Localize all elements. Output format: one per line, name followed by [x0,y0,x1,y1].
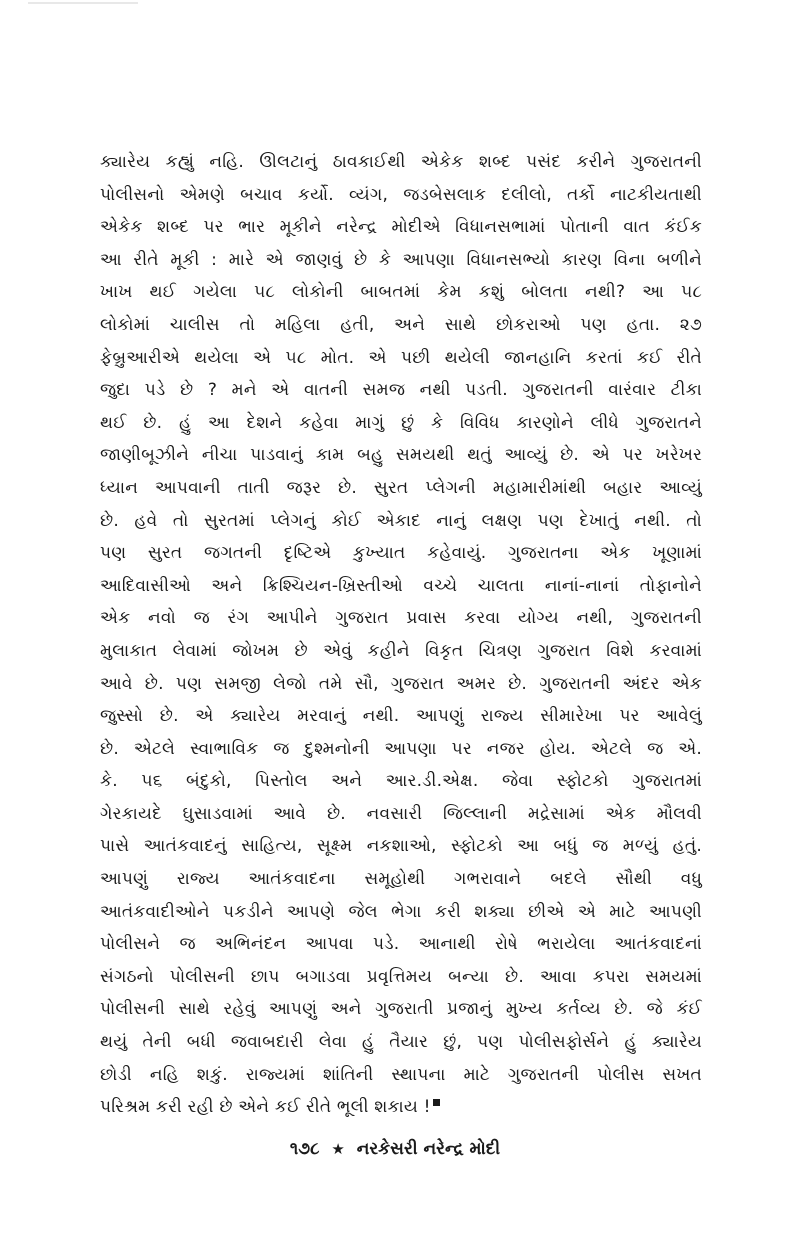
text-line: આ રીતે મૂકી : મારે એ જાણવું છે કે આપણા વિધાનસભ્યો કારણ વિના બળીને [100,249,702,270]
text-line: જુદા પડે છે ? મને એ વાતની સમજ નથી પડતી. ગુજરાતની વારંવાર ટીકા [100,380,702,401]
section-end-mark-icon [433,1099,440,1106]
text-line: પોલીસની સાથે રહેવું આપણું અને ગુજરાતી પ્રજાનું મુખ્ય કર્તવ્ય છે. જે કંઈ [100,999,702,1020]
text-line: સંગઠનો પોલીસની છાપ બગાડવા પ્રવૃત્તિમય બન્યા છે. આવા કપરા સમયમાં [100,966,702,987]
text-line-last-content: પરિશ્રમ કરી રહી છે એને કઈ રીતે ભૂલી શકાય ! [100,1097,431,1118]
text-line: પોલીસનો એમણે બચાવ કર્યો. વ્યંગ, જડબેસલાક દલીલો, તર્કો નાટકીયતાથી [100,184,702,205]
text-line: થયું તેની બધી જવાબદારી લેવા હું તૈયાર છું, પણ પોલીસફોર્સને હું ક્યારેય [100,1032,702,1053]
text-line: લોકોમાં ચાલીસ તો મહિલા હતી, અને સાથે છોકરાઓ પણ હતા. ૨૭ [100,314,702,335]
text-line-last [100,1091,702,1124]
text-line: છે. હવે તો સુરતમાં પ્લેગનું કોઈ એકાદ નાનું લક્ષણ પણ દેખાતું નથી. તો [100,510,702,531]
text-line: થઈ છે. હું આ દેશને કહેવા માગું છું કે વિવિધ કારણોને લીધે ગુજરાતને [100,412,702,433]
text-line: પણ સુરત જગતની દૃષ્ટિએ કુખ્યાત કહેવાયું. ગુજરાતના એક ખૂણામાં [100,543,702,564]
text-line: ખાખ થઈ ગયેલા ૫૮ લોકોની બાબતમાં કેમ કશું બોલતા નથી? આ ૫૮ [100,282,702,303]
text-line: મુલાકાત લેવામાં જોખમ છે એવું કહીને વિકૃત ચિત્રણ ગુજરાત વિશે કરવામાં [100,640,702,661]
text-line: પાસે આતંકવાદનું સાહિત્ય, સૂક્ષ્મ નકશાઓ, સ્ફોટકો આ બધું જ મળ્યું હતું. [100,836,702,857]
text-line: પોલીસને જ અભિનંદન આપવા પડે. આનાથી રોષે ભરાયેલા આતંકવાદનાં [100,934,702,955]
top-edge-rule [28,2,138,4]
text-line: ક્યારેય કહ્યું નહિ. ઊલટાનું ઠાવકાઈથી એકેક શબ્દ પસંદ કરીને ગુજરાતની [100,152,702,172]
text-line: જુસ્સો છે. એ ક્યારેય મરવાનું નથી. આપણું રાજ્ય સીમારેખા પર આવેલું [100,706,702,727]
running-book-title: નરકેસરી નરેન્દ્ર મોદી [356,1139,501,1159]
text-line: આદિવાસીઓ અને ક્રિશ્ચિયન-ખ્રિસ્તીઓ વચ્ચે ચાલતા નાનાં-નાનાં તોફાનોને [100,575,702,596]
text-line: કે. ૫૬ બંદુકો, પિસ્તોલ અને આર.ડી.એક્ષ. જેવા સ્ફોટકો ગુજરાતમાં [100,771,702,792]
star-separator-icon: ★ [331,1140,345,1158]
text-line: આવે છે. પણ સમજી લેજો તમે સૌ, ગુજરાત અમર છે. ગુજરાતની અંદર એક [100,673,702,694]
text-line: ફેબ્રુઆરીએ થયેલા એ ૫૮ મોત. એ પછી થયેલી જાનહાનિ કરતાં કઈ રીતે [100,347,702,368]
page-number: ૧૭૮ [289,1139,320,1159]
text-line: આતંકવાદીઓને પકડીને આપણે જેલ ભેગા કરી શક્યા છીએ એ માટે આપણી [100,901,702,922]
text-line: આપણું રાજ્ય આતંકવાદના સમૂહોથી ગભરાવાને બદલે સૌથી વધુ [100,869,702,890]
page-footer [0,1134,790,1164]
text-line: ગેરકાયદે ઘુસાડવામાં આવે છે. નવસારી જિલ્લાની મદ્રેસામાં એક મૌલવી [100,803,702,824]
text-line: એક નવો જ રંગ આપીને ગુજરાત પ્રવાસ કરવા યોગ્ય નથી, ગુજરાતની [100,608,702,629]
text-line: એકેક શબ્દ પર ભાર મૂકીને નરેન્દ્ર મોદીએ વિધાનસભામાં પોતાની વાત કંઈક [100,217,702,238]
text-line: છોડી નહિ શકું. રાજ્યમાં શાંતિની સ્થાપના માટે ગુજરાતની પોલીસ સખત [100,1064,702,1085]
text-line: ધ્યાન આપવાની તાતી જરૂર છે. સુરત પ્લેગની મહામારીમાંથી બહાર આવ્યું [100,477,702,498]
text-line: છે. એટલે સ્વાભાવિક જ દુશ્મનોની આપણા પર નજર હોય. એટલે જ એ. [100,738,702,759]
body-paragraph [100,146,702,1124]
text-line: જાણીબૂઝીને નીચા પાડવાનું કામ બહુ સમયથી થતું આવ્યું છે. એ પર ખરેખર [100,445,702,466]
